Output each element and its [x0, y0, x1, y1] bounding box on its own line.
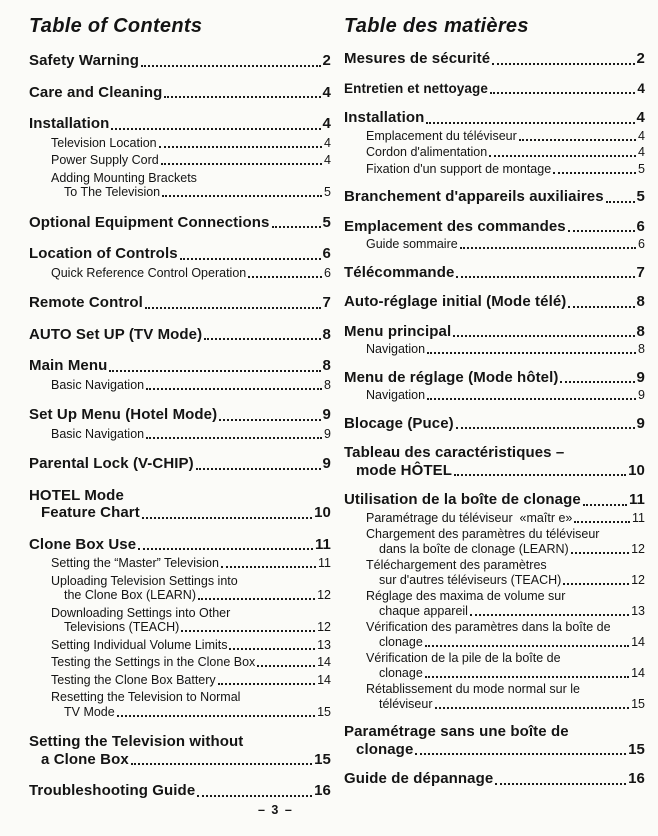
- dot-leader: [583, 504, 627, 506]
- toc-entry: [344, 218, 645, 236]
- toc-entry: [344, 188, 645, 206]
- dot-leader: [456, 427, 635, 429]
- toc-entry-page: 15: [314, 750, 331, 768]
- dot-leader: [460, 247, 636, 249]
- toc-entry: [344, 342, 645, 357]
- dot-leader: [204, 338, 320, 340]
- toc-entry-page: 4: [324, 135, 331, 150]
- toc-entry-text: Chargement des paramètres du téléviseur: [366, 527, 600, 541]
- toc-entry: [29, 606, 331, 635]
- toc-entry-text: Adding Mounting Brackets: [51, 170, 197, 185]
- toc-entry-text: Care and Cleaning: [29, 83, 163, 101]
- toc-entry-text: Quick Reference Control Operation: [51, 265, 247, 280]
- toc-entry-text: Power Supply Cord: [51, 153, 159, 167]
- toc-entry-page: 5: [636, 188, 645, 205]
- dot-leader: [198, 598, 315, 600]
- toc-entry: [29, 556, 331, 571]
- toc-entry-page: 8: [322, 357, 331, 374]
- dot-leader: [568, 230, 635, 232]
- dot-leader: [453, 335, 634, 337]
- toc-entry-page: 5: [324, 185, 331, 199]
- toc-entry-page: 8: [636, 293, 645, 310]
- dot-leader: [229, 648, 315, 650]
- toc-entry-page: 11: [628, 491, 645, 508]
- toc-entry-text: AUTO Set UP (TV Mode): [29, 325, 203, 343]
- toc-entry: [29, 378, 331, 393]
- toc-entry-page: 10: [314, 504, 331, 521]
- toc-entry-page: 5: [322, 213, 331, 231]
- toc-entry-text: Entretien et nettoyage: [344, 80, 488, 96]
- toc-entry-page: 9: [322, 406, 331, 423]
- dot-leader: [162, 195, 322, 197]
- toc-entry-page: 8: [636, 322, 645, 340]
- toc-entry-text: Navigation: [366, 342, 426, 356]
- toc-entry-text: Emplacement du téléviseur: [366, 128, 517, 143]
- toc-entry-page: 4: [322, 83, 331, 101]
- dot-leader: [117, 715, 315, 717]
- toc-title-english: Table of Contents: [29, 15, 203, 37]
- toc-entry-text: Tableau des caractéristiques –: [344, 444, 565, 461]
- dot-leader: [606, 201, 635, 203]
- toc-entry: [344, 589, 645, 618]
- toc-entry-text: Troubleshooting Guide: [29, 782, 196, 799]
- toc-entry-text: Vérification des paramètres dans la boîte de: [366, 620, 611, 634]
- toc-entry-text: clonage: [379, 634, 423, 649]
- toc-entry-page: 15: [317, 704, 331, 719]
- dot-leader: [427, 398, 636, 400]
- toc-entry: [344, 129, 645, 144]
- toc-entry-text: Réglage des maxima de volume sur: [366, 589, 566, 603]
- toc-entry: [29, 673, 331, 688]
- dot-leader: [138, 548, 313, 550]
- page-number: – 3 –: [258, 803, 294, 817]
- toc-entry-text: Installation: [29, 115, 110, 132]
- toc-entry: [29, 782, 331, 800]
- toc-entry-page: 11: [314, 535, 331, 553]
- dot-leader: [456, 276, 634, 278]
- toc-entry-page: 4: [322, 115, 331, 132]
- dot-leader: [159, 146, 322, 148]
- toc-entry-page: 6: [636, 217, 645, 235]
- toc-entry: [29, 455, 331, 473]
- toc-entry-page: 6: [638, 237, 645, 251]
- toc-entry-page: 13: [317, 637, 331, 652]
- dot-leader: [180, 258, 321, 260]
- toc-entry-text: a Clone Box: [41, 750, 129, 768]
- toc-entry-page: 4: [637, 80, 645, 96]
- toc-entry: [344, 237, 645, 252]
- toc-entry-text: Optional Equipment Connections: [29, 213, 270, 231]
- toc-entry: [29, 136, 331, 151]
- toc-entry: [29, 115, 331, 133]
- toc-entry-page: 14: [631, 634, 645, 649]
- toc-entry-page: 2: [636, 50, 645, 67]
- dot-leader: [435, 707, 630, 709]
- dot-leader: [519, 139, 636, 141]
- toc-entry-text: Television Location: [51, 135, 157, 150]
- toc-entry-text: Menu principal: [344, 322, 452, 340]
- toc-entry: [29, 326, 331, 344]
- toc-entry-text: the Clone Box (LEARN): [64, 588, 197, 602]
- dot-leader: [563, 583, 629, 585]
- dot-leader: [141, 65, 321, 67]
- toc-entry-text: Télécommande: [344, 263, 455, 281]
- toc-entry-text: Setting Individual Volume Limits: [51, 637, 228, 652]
- dot-leader: [425, 645, 629, 647]
- toc-entry-page: 8: [324, 377, 331, 392]
- dot-leader: [146, 388, 322, 390]
- toc-entry: [29, 357, 331, 375]
- dot-leader: [219, 419, 320, 421]
- toc-entry: [29, 171, 331, 200]
- toc-entry-text: Testing the Settings in the Clone Box: [51, 655, 256, 669]
- toc-entry-page: 13: [631, 603, 645, 618]
- dot-leader: [196, 468, 321, 470]
- toc-entry: [344, 620, 645, 649]
- toc-entry-text: Guide de dépannage: [344, 770, 494, 787]
- toc-entry: [344, 109, 645, 127]
- toc-entry-text: Safety Warning: [29, 52, 140, 69]
- toc-entry-text: HOTEL Mode: [29, 486, 124, 504]
- toc-entry-page: 16: [314, 782, 331, 799]
- toc-entry-page: 12: [631, 572, 645, 587]
- toc-title-french: Table des matières: [344, 15, 529, 37]
- toc-entries-english: [29, 52, 331, 800]
- dot-leader: [553, 172, 636, 174]
- toc-entry-page: 12: [631, 541, 645, 556]
- toc-entry-page: 15: [631, 696, 645, 711]
- toc-entry-text: Emplacement des commandes: [344, 217, 566, 235]
- toc-entry-text: Parental Lock (V-CHIP): [29, 455, 194, 472]
- dot-leader: [574, 521, 630, 523]
- toc-entry-page: 6: [322, 245, 331, 262]
- toc-entry: [29, 266, 331, 281]
- toc-entry: [29, 427, 331, 442]
- toc-entry-text: Feature Chart: [41, 504, 140, 521]
- toc-entry: [344, 651, 645, 680]
- dot-leader: [427, 352, 636, 354]
- toc-entry-text: Guide sommaire: [366, 237, 458, 251]
- toc-entry-text: Blocage (Puce): [344, 414, 454, 432]
- dot-leader: [490, 92, 635, 94]
- toc-entry: [29, 536, 331, 554]
- toc-entry: [29, 733, 331, 768]
- toc-entry-text: Navigation: [366, 388, 426, 402]
- toc-entry-text: téléviseur: [379, 696, 433, 711]
- toc-entry-text: Testing the Clone Box Battery: [51, 672, 216, 687]
- toc-entry-text: Clone Box Use: [29, 535, 137, 553]
- toc-entry-page: 5: [638, 161, 645, 176]
- dot-leader: [218, 683, 315, 685]
- toc-entry-text: mode HÔTEL: [356, 461, 453, 479]
- toc-entry: [344, 323, 645, 341]
- dot-leader: [470, 614, 629, 616]
- toc-entry-text: Branchement d'appareils auxiliaires: [344, 188, 604, 205]
- toc-entry-text: Mesures de sécurité: [344, 50, 491, 67]
- dot-leader: [492, 63, 634, 65]
- dot-leader: [161, 163, 322, 165]
- dot-leader: [221, 566, 316, 568]
- toc-entry: [344, 162, 645, 177]
- dot-leader: [425, 676, 629, 678]
- dot-leader: [145, 307, 321, 309]
- toc-entry: [344, 80, 645, 98]
- dot-leader: [454, 474, 626, 476]
- toc-entry-page: 15: [628, 740, 645, 758]
- toc-column-english: [29, 13, 331, 800]
- dot-leader: [164, 96, 320, 98]
- toc-entry-text: Vérification de la pile de la boîte de: [366, 651, 561, 665]
- toc-entry-text: Set Up Menu (Hotel Mode): [29, 406, 218, 423]
- toc-entry-text: Main Menu: [29, 357, 108, 374]
- toc-entry-page: 7: [322, 294, 331, 311]
- toc-entry-text: Paramétrage sans une boîte de: [344, 723, 569, 740]
- toc-entry-page: 4: [638, 145, 645, 159]
- dot-leader: [257, 665, 315, 667]
- toc-entry: [344, 682, 645, 711]
- toc-entry-page: 8: [322, 325, 331, 343]
- toc-entry-text: To The Television: [64, 185, 161, 199]
- toc-entry-page: 11: [632, 510, 645, 525]
- toc-entry: [344, 264, 645, 282]
- dot-leader: [568, 306, 634, 308]
- toc-entry-page: 7: [636, 263, 645, 281]
- toc-entry: [344, 293, 645, 311]
- dot-leader: [181, 630, 315, 632]
- toc-entry-page: 2: [322, 52, 331, 69]
- dot-leader: [272, 226, 321, 228]
- toc-entry-page: 4: [638, 128, 645, 143]
- toc-entry-page: 10: [628, 461, 645, 479]
- toc-entry: [29, 214, 331, 232]
- dot-leader: [197, 795, 312, 797]
- toc-entry: [344, 369, 645, 387]
- toc-entry-page: 14: [317, 672, 331, 687]
- toc-entry: [29, 690, 331, 719]
- toc-entry-page: 9: [322, 455, 331, 472]
- dot-leader: [248, 276, 322, 278]
- toc-entry-text: Setting the “Master” Television: [51, 556, 219, 570]
- toc-entry-text: Téléchargement des paramètres: [366, 558, 547, 572]
- toc-entry: [29, 574, 331, 603]
- toc-entry-page: 4: [324, 153, 331, 167]
- toc-entry-page: 11: [318, 556, 331, 570]
- toc-entry-text: Cordon d'alimentation: [366, 145, 488, 159]
- toc-entry-page: 9: [324, 426, 331, 441]
- dot-leader: [489, 155, 636, 157]
- toc-entry-text: Installation: [344, 109, 425, 126]
- dot-leader: [142, 517, 312, 519]
- toc-entry-page: 14: [631, 665, 645, 680]
- toc-entry-text: chaque appareil: [379, 603, 468, 618]
- toc-entry: [29, 638, 331, 653]
- dot-leader: [109, 370, 320, 372]
- dot-leader: [560, 381, 634, 383]
- toc-entry: [29, 655, 331, 670]
- toc-entry-text: clonage: [356, 740, 414, 758]
- toc-entry-text: TV Mode: [64, 704, 115, 719]
- toc-entry: [344, 723, 645, 758]
- toc-entry-page: 6: [324, 265, 331, 280]
- toc-entry: [344, 444, 645, 479]
- toc-entry-text: Rétablissement du mode normal sur le: [366, 682, 580, 696]
- toc-entry-text: Uploading Television Settings into: [51, 573, 238, 588]
- toc-entry: [29, 84, 331, 102]
- toc-entry: [344, 491, 645, 509]
- toc-entry: [29, 52, 331, 70]
- toc-entry-text: Remote Control: [29, 294, 143, 311]
- dot-leader: [426, 122, 634, 124]
- dot-leader: [415, 753, 626, 755]
- dot-leader: [571, 552, 629, 554]
- dot-leader: [131, 763, 312, 765]
- toc-entry-text: Televisions (TEACH): [64, 620, 180, 634]
- toc-entry: [344, 145, 645, 160]
- toc-entry: [344, 558, 645, 587]
- toc-entry: [29, 153, 331, 168]
- toc-entry-page: 16: [628, 770, 645, 787]
- toc-entry-page: 8: [638, 342, 645, 356]
- toc-column-french: [344, 13, 645, 800]
- toc-entry: [344, 770, 645, 788]
- toc-entry-text: Auto-réglage initial (Mode télé): [344, 293, 567, 310]
- toc-entry-text: sur d'autres téléviseurs (TEACH): [379, 572, 562, 587]
- toc-entry-text: Downloading Settings into Other: [51, 605, 231, 620]
- toc-entry-text: Basic Navigation: [51, 377, 145, 392]
- toc-entry-page: 9: [636, 414, 645, 432]
- toc-entry-page: 9: [636, 368, 645, 386]
- dot-leader: [146, 437, 322, 439]
- dot-leader: [111, 128, 320, 130]
- toc-entry-page: 12: [317, 588, 331, 602]
- toc-entry: [344, 50, 645, 68]
- toc-entry-text: dans la boîte de clonage (LEARN): [379, 541, 569, 556]
- toc-entry-text: Menu de réglage (Mode hôtel): [344, 368, 559, 386]
- toc-entry: [344, 511, 645, 526]
- toc-entry: [29, 245, 331, 263]
- toc-entry-text: clonage: [379, 665, 423, 680]
- toc-entry-text: Basic Navigation: [51, 426, 145, 441]
- toc-entry: [344, 415, 645, 433]
- toc-entry-text: Paramétrage du téléviseur «maîtr e»: [366, 510, 573, 525]
- toc-entry-text: Location of Controls: [29, 245, 178, 262]
- toc-entry-page: 9: [638, 388, 645, 402]
- toc-entry-text: Resetting the Television to Normal: [51, 690, 241, 704]
- toc-entry: [29, 487, 331, 522]
- dot-leader: [495, 783, 626, 785]
- toc-entry: [29, 406, 331, 424]
- toc-entries-french: [344, 50, 645, 788]
- toc-entry: [344, 388, 645, 403]
- toc-entry-text: Fixation d'un support de montage: [366, 161, 552, 176]
- toc-entry-text: Setting the Television without: [29, 733, 244, 750]
- toc-entry-page: 12: [317, 620, 331, 634]
- toc-entry-text: Utilisation de la boîte de clonage: [344, 491, 581, 508]
- toc-entry: [29, 294, 331, 312]
- toc-entry: [344, 527, 645, 556]
- toc-entry-page: 4: [636, 109, 645, 126]
- toc-entry-page: 14: [317, 655, 331, 669]
